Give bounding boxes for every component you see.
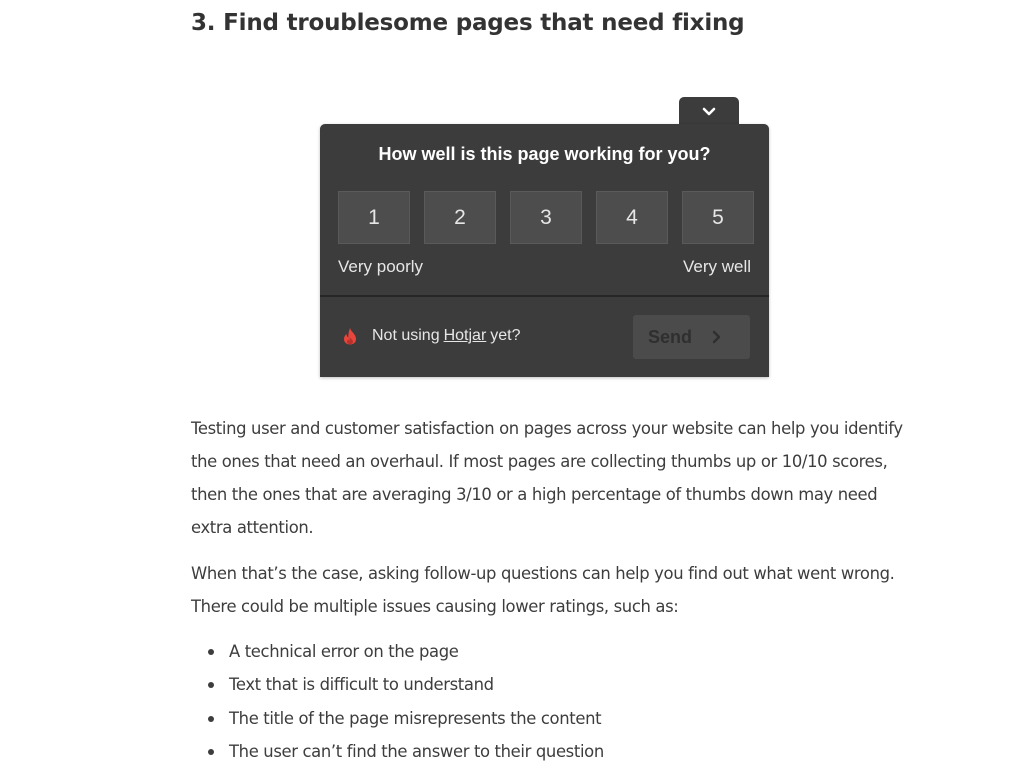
rating-button-4[interactable]: 4	[596, 191, 668, 244]
footer-prefix-text: Not using	[372, 327, 440, 344]
rating-button-3[interactable]: 3	[510, 191, 582, 244]
scale-low-label: Very poorly	[338, 257, 424, 276]
chevron-down-icon	[702, 107, 716, 117]
footer-suffix-text: yet?	[490, 327, 521, 344]
list-item: A technical error on the page	[191, 635, 604, 668]
send-button-label: Send	[648, 326, 693, 347]
flame-icon	[342, 327, 358, 345]
rating-scale	[338, 191, 754, 244]
list-item: The title of the page misrepresents the content	[191, 702, 604, 735]
scale-high-label: Very well	[682, 257, 751, 276]
widget-question: How well is this page working for you?	[378, 144, 711, 164]
widget-divider	[320, 295, 769, 297]
rating-button-2[interactable]: 2	[424, 191, 496, 244]
feedback-widget	[320, 124, 769, 377]
section-heading: 3. Find troublesome pages that need fixing	[191, 10, 745, 36]
hotjar-link[interactable]: Hotjar	[443, 327, 487, 344]
paragraph-followup: When that’s the case, asking follow-up questions can help you find out what went wrong. There could be multiple issues causing lower ratings, such as:	[191, 564, 895, 616]
widget-footer	[342, 327, 521, 345]
issues-list	[191, 635, 604, 768]
chevron-right-icon	[712, 330, 722, 344]
paragraph-intro: Testing user and customer satisfaction on pages across your website can help you identify the ones that need an overhaul. If most pages are collecting thumbs up or 10/10 scores, then the ones that are averaging 3/10 or a high percentage of thumbs down may need extra attention.	[191, 419, 903, 537]
widget-collapse-tab[interactable]	[679, 97, 739, 127]
rating-button-5[interactable]: 5	[682, 191, 754, 244]
send-button[interactable]	[633, 315, 750, 359]
rating-button-1[interactable]: 1	[338, 191, 410, 244]
list-item: Text that is difficult to understand	[191, 668, 604, 701]
list-item: The user can’t find the answer to their question	[191, 735, 604, 768]
